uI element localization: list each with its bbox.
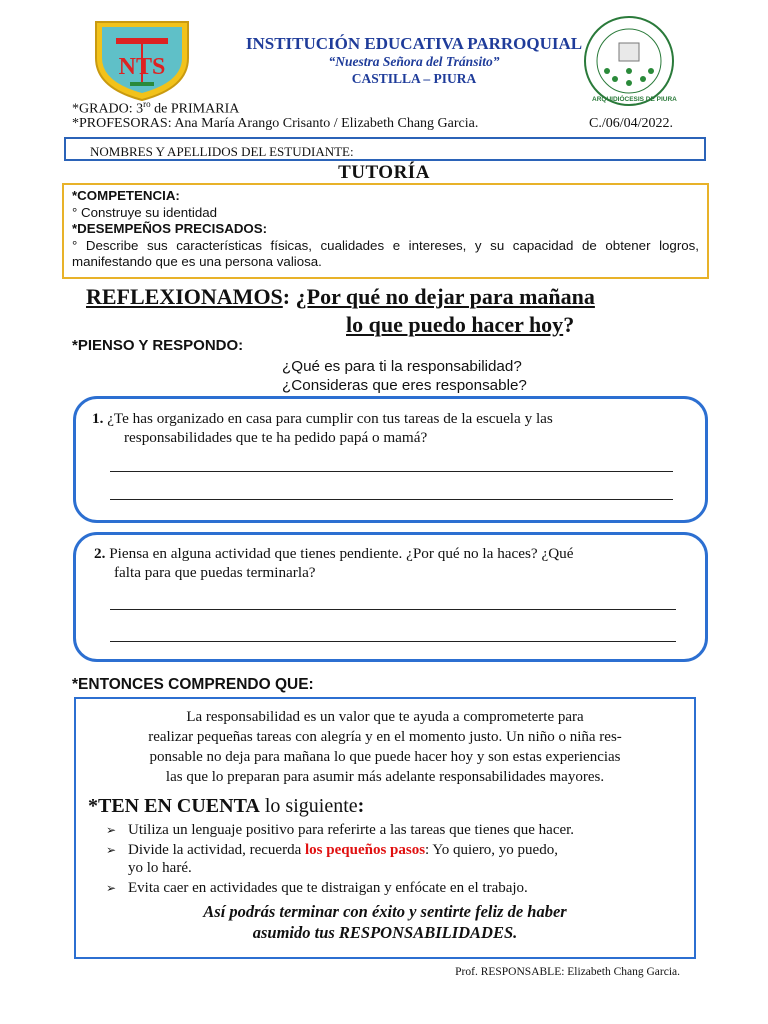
- answer-line[interactable]: [110, 499, 673, 500]
- student-name-label: NOMBRES Y APELLIDOS DEL ESTUDIANTE:: [90, 144, 354, 159]
- answer-line[interactable]: [110, 641, 676, 642]
- question-2-number: 2.: [94, 545, 106, 562]
- tip-2-emphasis: los pequeños pasos: [305, 841, 426, 858]
- question-box-1: [73, 396, 708, 523]
- desempenos-label: *DESEMPEÑOS PRECISADOS:: [72, 221, 268, 236]
- tip-2-start: Divide la actividad, recuerda: [128, 841, 305, 858]
- tips-list: [104, 821, 684, 898]
- list-item: [104, 821, 684, 840]
- closing-line-2: asumido tus RESPONSABILIDADES.: [252, 923, 518, 942]
- conclusion-line-4: las que lo preparan para asumir más adelante responsabilidades mayores.: [165, 769, 605, 785]
- list-item: [104, 879, 684, 898]
- tip-1: Utiliza un lenguaje positivo para referirte a las tareas que tienes que hacer.: [128, 822, 575, 838]
- grade-level: de PRIMARIA: [150, 101, 240, 117]
- conclusion-paragraph: [76, 707, 694, 787]
- pienso-question-1: ¿Qué es para ti la responsabilidad?: [282, 358, 522, 375]
- question-1-line-2: responsabilidades que te ha pedido papá o mamá?: [124, 429, 428, 446]
- reflexion-question-1: ¿Por qué no dejar para mañana: [295, 284, 595, 309]
- reflexion-question-2: lo que puedo hacer hoy: [346, 312, 564, 337]
- date-label: C./06/04/2022.: [589, 116, 674, 131]
- conclusion-box: [74, 697, 696, 959]
- reflexion-colon: :: [282, 284, 296, 309]
- institution-subtitle: “Nuestra Señora del Tránsito”: [328, 54, 500, 69]
- footer-responsible: Prof. RESPONSABLE: Elizabeth Chang Garcia.: [455, 966, 680, 978]
- desempenos-value: ° Describe sus características físicas, cualidades e intereses, y su capacidad de obtener logros, manifestando que es una persona valiosa.: [72, 237, 699, 269]
- ten-en-cuenta-heading: [88, 795, 364, 818]
- question-2-text: [94, 544, 694, 582]
- teachers-line: *PROFESORAS: Ana María Arango Crisanto / Elizabeth Chang Garcia.: [72, 116, 479, 131]
- student-name-field[interactable]: [64, 137, 706, 161]
- answer-line[interactable]: [110, 471, 673, 472]
- list-item: [104, 841, 684, 878]
- arrow-bullet-icon: ➢: [106, 842, 117, 857]
- grade-line: [72, 99, 239, 118]
- competencia-label: *COMPETENCIA:: [72, 188, 180, 203]
- ten-en-cuenta-bold: *TEN EN CUENTA: [88, 795, 260, 817]
- section-title: TUTORÍA: [338, 162, 430, 183]
- conclusion-line-2: realizar pequeñas tareas con alegría y en el momento justo. Un niño o niña res-: [148, 729, 622, 745]
- grade-number: 3: [136, 101, 144, 117]
- institution-name: INSTITUCIÓN EDUCATIVA PARROQUIAL: [245, 34, 583, 53]
- arrow-bullet-icon: ➢: [106, 880, 117, 895]
- answer-line[interactable]: [110, 609, 676, 610]
- question-box-2: [73, 532, 708, 662]
- question-1-text: [92, 409, 692, 447]
- reflexion-question-end: ?: [563, 312, 575, 337]
- pienso-question-2: ¿Consideras que eres responsable?: [282, 377, 527, 394]
- pienso-questions: [282, 357, 527, 395]
- question-2-line-2: falta para que puedas terminarla?: [114, 564, 316, 581]
- ten-en-cuenta-colon: :: [357, 795, 365, 817]
- grade-suffix: ro: [143, 99, 151, 109]
- tip-2-end: : Yo quiero, yo puedo,: [425, 841, 558, 858]
- grade-label: *GRADO:: [72, 101, 137, 117]
- conclusion-line-1: La responsabilidad es un valor que te ayuda a comprometerte para: [186, 709, 584, 725]
- seal-caption: ARQUIDIÓCESIS DE PIURA: [592, 96, 677, 103]
- question-1-line-1: ¿Te has organizado en casa para cumplir con tus tareas de la escuela y las: [107, 410, 553, 427]
- reflexion-label: REFLEXIONAMOS: [86, 284, 283, 309]
- arrow-bullet-icon: ➢: [106, 823, 117, 837]
- conclusion-line-3: ponsable no deja para mañana lo que puede hacer hoy y son estas experiencias: [149, 749, 621, 765]
- institution-city: CASTILLA – PIURA: [351, 71, 477, 86]
- reflexion-heading: [86, 283, 696, 339]
- pienso-label: *PIENSO Y RESPONDO:: [72, 337, 244, 354]
- closing-message: [76, 901, 694, 943]
- tip-3: Evita caer en actividades que te distraigan y enfócate en el trabajo.: [128, 879, 528, 896]
- entonces-label: *ENTONCES COMPRENDO QUE:: [72, 676, 314, 693]
- question-1-number: 1.: [92, 410, 104, 427]
- ten-en-cuenta-rest: lo siguiente: [259, 795, 358, 817]
- competencia-value: ° Construye su identidad: [72, 204, 218, 220]
- closing-line-1: Así podrás terminar con éxito y sentirte feliz de haber: [203, 902, 567, 921]
- svg-text:NTS: NTS: [118, 54, 166, 80]
- competencia-box: [62, 183, 709, 279]
- tip-2-continuation: yo lo haré.: [128, 860, 192, 876]
- question-2-line-1: Piensa en alguna actividad que tienes pendiente. ¿Por qué no la haces? ¿Qué: [109, 545, 574, 562]
